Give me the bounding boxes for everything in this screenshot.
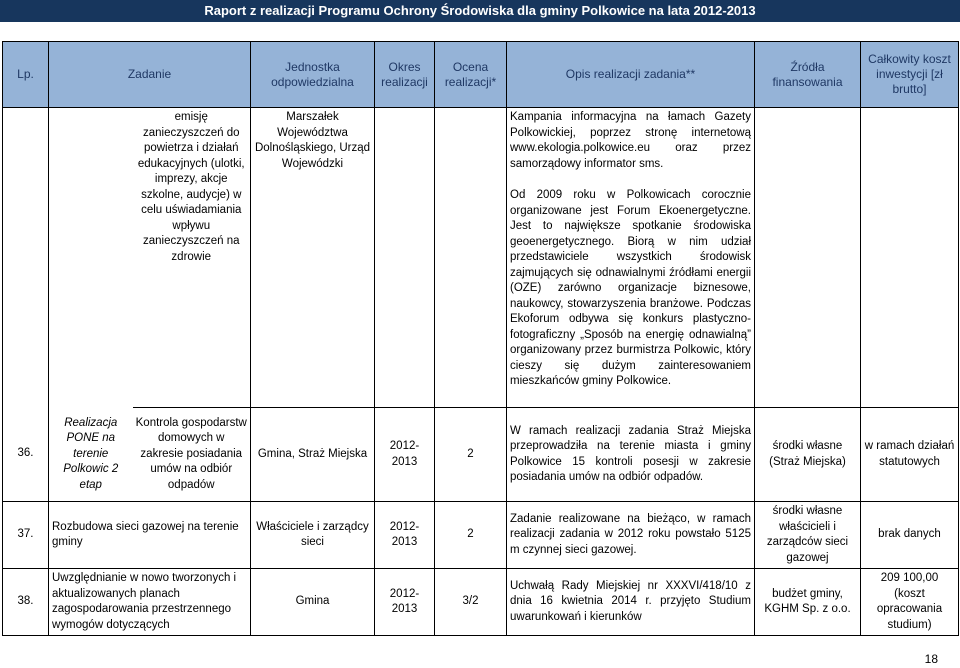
row-okres: 2012-2013	[375, 408, 435, 502]
row-jednostka: Gmina, Straż Miejska	[251, 408, 375, 502]
col-zrodla: Źródła finansowania	[755, 42, 861, 108]
row-koszt: w ramach działań statutowych	[861, 408, 959, 502]
row-opis	[507, 108, 755, 408]
row-zadanie-sub: Kontrola gospodarstw domowych w zakresie posiadania umów na odbiór odpadów	[133, 408, 251, 502]
row-jednostka: Właściciele i zarządcy sieci	[251, 502, 375, 569]
col-jednostka: Jednostka odpowiedzialna	[251, 42, 375, 108]
row-jednostka: Gmina	[251, 569, 375, 636]
table-row	[3, 502, 959, 569]
row-zadanie: Rozbudowa sieci gazowej na terenie gminy	[49, 502, 251, 569]
row-ocena: 2	[435, 408, 507, 502]
col-ocena: Ocena realizacji*	[435, 42, 507, 108]
opis-paragraph: Kampania informacyjna na łamach Gazety Polkowickiej, poprzez stronę internetową www.ekologia.polkowice.eu oraz przez samorządowy informator sms.	[510, 111, 751, 170]
col-okres: Okres realizacji	[375, 42, 435, 108]
row-okres: 2012-2013	[375, 569, 435, 636]
row-zadanie: Uwzględnianie w nowo tworzonych i aktualizowanych planach zagospodarowania przestrzennego wymogów dotyczących	[49, 569, 251, 636]
table-row	[3, 569, 959, 636]
row-zadanie-main: Realizacja PONE na terenie Polkowic 2 etap	[49, 108, 133, 502]
row-koszt: brak danych	[861, 502, 959, 569]
program-table	[2, 41, 959, 636]
row-opis: Zadanie realizowane na bieżąco, w ramach realizacji zadania w 2012 roku powstało 5125 m czynnej sieci gazowej.	[507, 502, 755, 569]
row-zadanie: emisję zanieczyszczeń do powietrza i działań edukacyjnych (ulotki, imprezy, akcje szkolne, audycje) w celu uświadamiania wpływu zanieczyszczeń na zdrowie	[133, 108, 251, 408]
table-row	[3, 408, 959, 502]
row-opis: Uchwałą Rady Miejskiej nr XXXVI/418/10 z dnia 16 kwietnia 2014 r. przyjęto Studium uwarunkowań i kierunków	[507, 569, 755, 636]
row-lp: 37.	[3, 502, 49, 569]
col-koszt: Całkowity koszt inwestycji [zł brutto]	[861, 42, 959, 108]
row-zrodla: budżet gminy, KGHM Sp. z o.o.	[755, 569, 861, 636]
report-title: Raport z realizacji Programu Ochrony Środowiska dla gminy Polkowice na lata 2012-2013	[0, 0, 960, 22]
row-ocena: 3/2	[435, 569, 507, 636]
table-row	[3, 108, 959, 408]
row-zrodla: środki własne właścicieli i zarządców sieci gazowej	[755, 502, 861, 569]
row-lp: 36.	[3, 108, 49, 502]
row-koszt: 209 100,00 (koszt opracowania studium)	[861, 569, 959, 636]
row-jednostka: Marszałek Województwa Dolnośląskiego, Urząd Wojewódzki	[251, 108, 375, 408]
page-number: 18	[924, 652, 938, 666]
col-zadanie: Zadanie	[49, 42, 251, 108]
row-zrodla: środki własne (Straż Miejska)	[755, 408, 861, 502]
col-opis: Opis realizacji zadania**	[507, 42, 755, 108]
opis-paragraph: Od 2009 roku w Polkowicach corocznie organizowane jest Forum Ekoenergetyczne. Jest to największe spotkanie środowiska geoenergetycznego. Biorą w nim udział przedstawiciele wszystkich środowisk zajmujących się odnawialnymi źródłami energii (OZE) zarówno organizacje biznesowe, naukowcy, stowarzyszenia branżowe. Podczas Ekoforum odbywa się konkurs plastyczno- fotograficzny „Sposób na energię odnawialną” organizowany przez burmistrza Polkowic, który cieszy się dużym zainteresowaniem mieszkańców gminy Polkowice.	[510, 189, 751, 387]
row-opis: W ramach realizacji zadania Straż Miejska przeprowadziła na terenie miasta i gminy Polkowice 15 kontroli posesji w zakresie posiadania umów na odbiór odpadów.	[507, 408, 755, 502]
row-ocena: 2	[435, 502, 507, 569]
row-okres: 2012-2013	[375, 502, 435, 569]
col-lp: Lp.	[3, 42, 49, 108]
row-lp: 38.	[3, 569, 49, 636]
